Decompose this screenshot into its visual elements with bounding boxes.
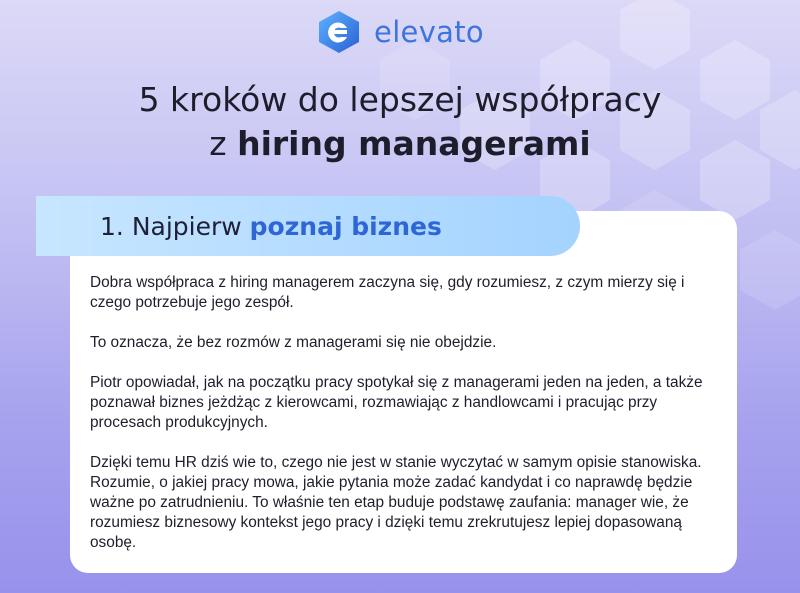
page-title xyxy=(0,78,800,166)
step-heading-tab xyxy=(36,196,580,256)
step-number: 1. xyxy=(100,211,124,241)
brand-header xyxy=(0,10,800,54)
step-label-bold: poznaj biznes xyxy=(249,211,442,241)
paragraph-2: To oznacza, że bez rozmów z managerami się nie obejdzie. xyxy=(90,334,497,351)
card-body-text xyxy=(90,273,720,573)
elevato-logo-icon xyxy=(316,10,362,54)
paragraph-3: Piotr opowiadał, jak na początku pracy spotykał się z managerami jeden na jeden, a także poznawał biznes jeżdżąc z kierowcami, rozmawiając z handlowcami i pracując przy procesach produkcyjnych. xyxy=(90,374,703,431)
brand-name: elevato xyxy=(374,15,484,49)
title-line-1: 5 kroków do lepszej współpracy xyxy=(138,80,662,119)
title-line-2-bold: hiring managerami xyxy=(237,124,591,163)
step-label-regular: Najpierw xyxy=(131,211,250,241)
step-heading xyxy=(100,212,442,241)
title-line-2-prefix: z xyxy=(209,124,238,163)
title-line-2 xyxy=(0,122,800,166)
paragraph-1: Dobra współpraca z hiring managerem zaczyna się, gdy rozumiesz, z czym mierzy się i czego potrzebuje jego zespół. xyxy=(90,274,685,311)
paragraph-4: Dzięki temu HR dziś wie to, czego nie jest w stanie wyczytać w samym opisie stanowiska. Rozumie, o jakiej pracy mowa, jakie pytania może zadać kandydat i co naprawdę będzie ważne po zatrudnieniu. To właśnie ten etap buduje podstawę zaufania: manager wie, że rozumiesz biznesowy kontekst jego pracy i dzięki temu zrekrutujesz lepiej dopasowaną osobę. xyxy=(90,454,702,551)
